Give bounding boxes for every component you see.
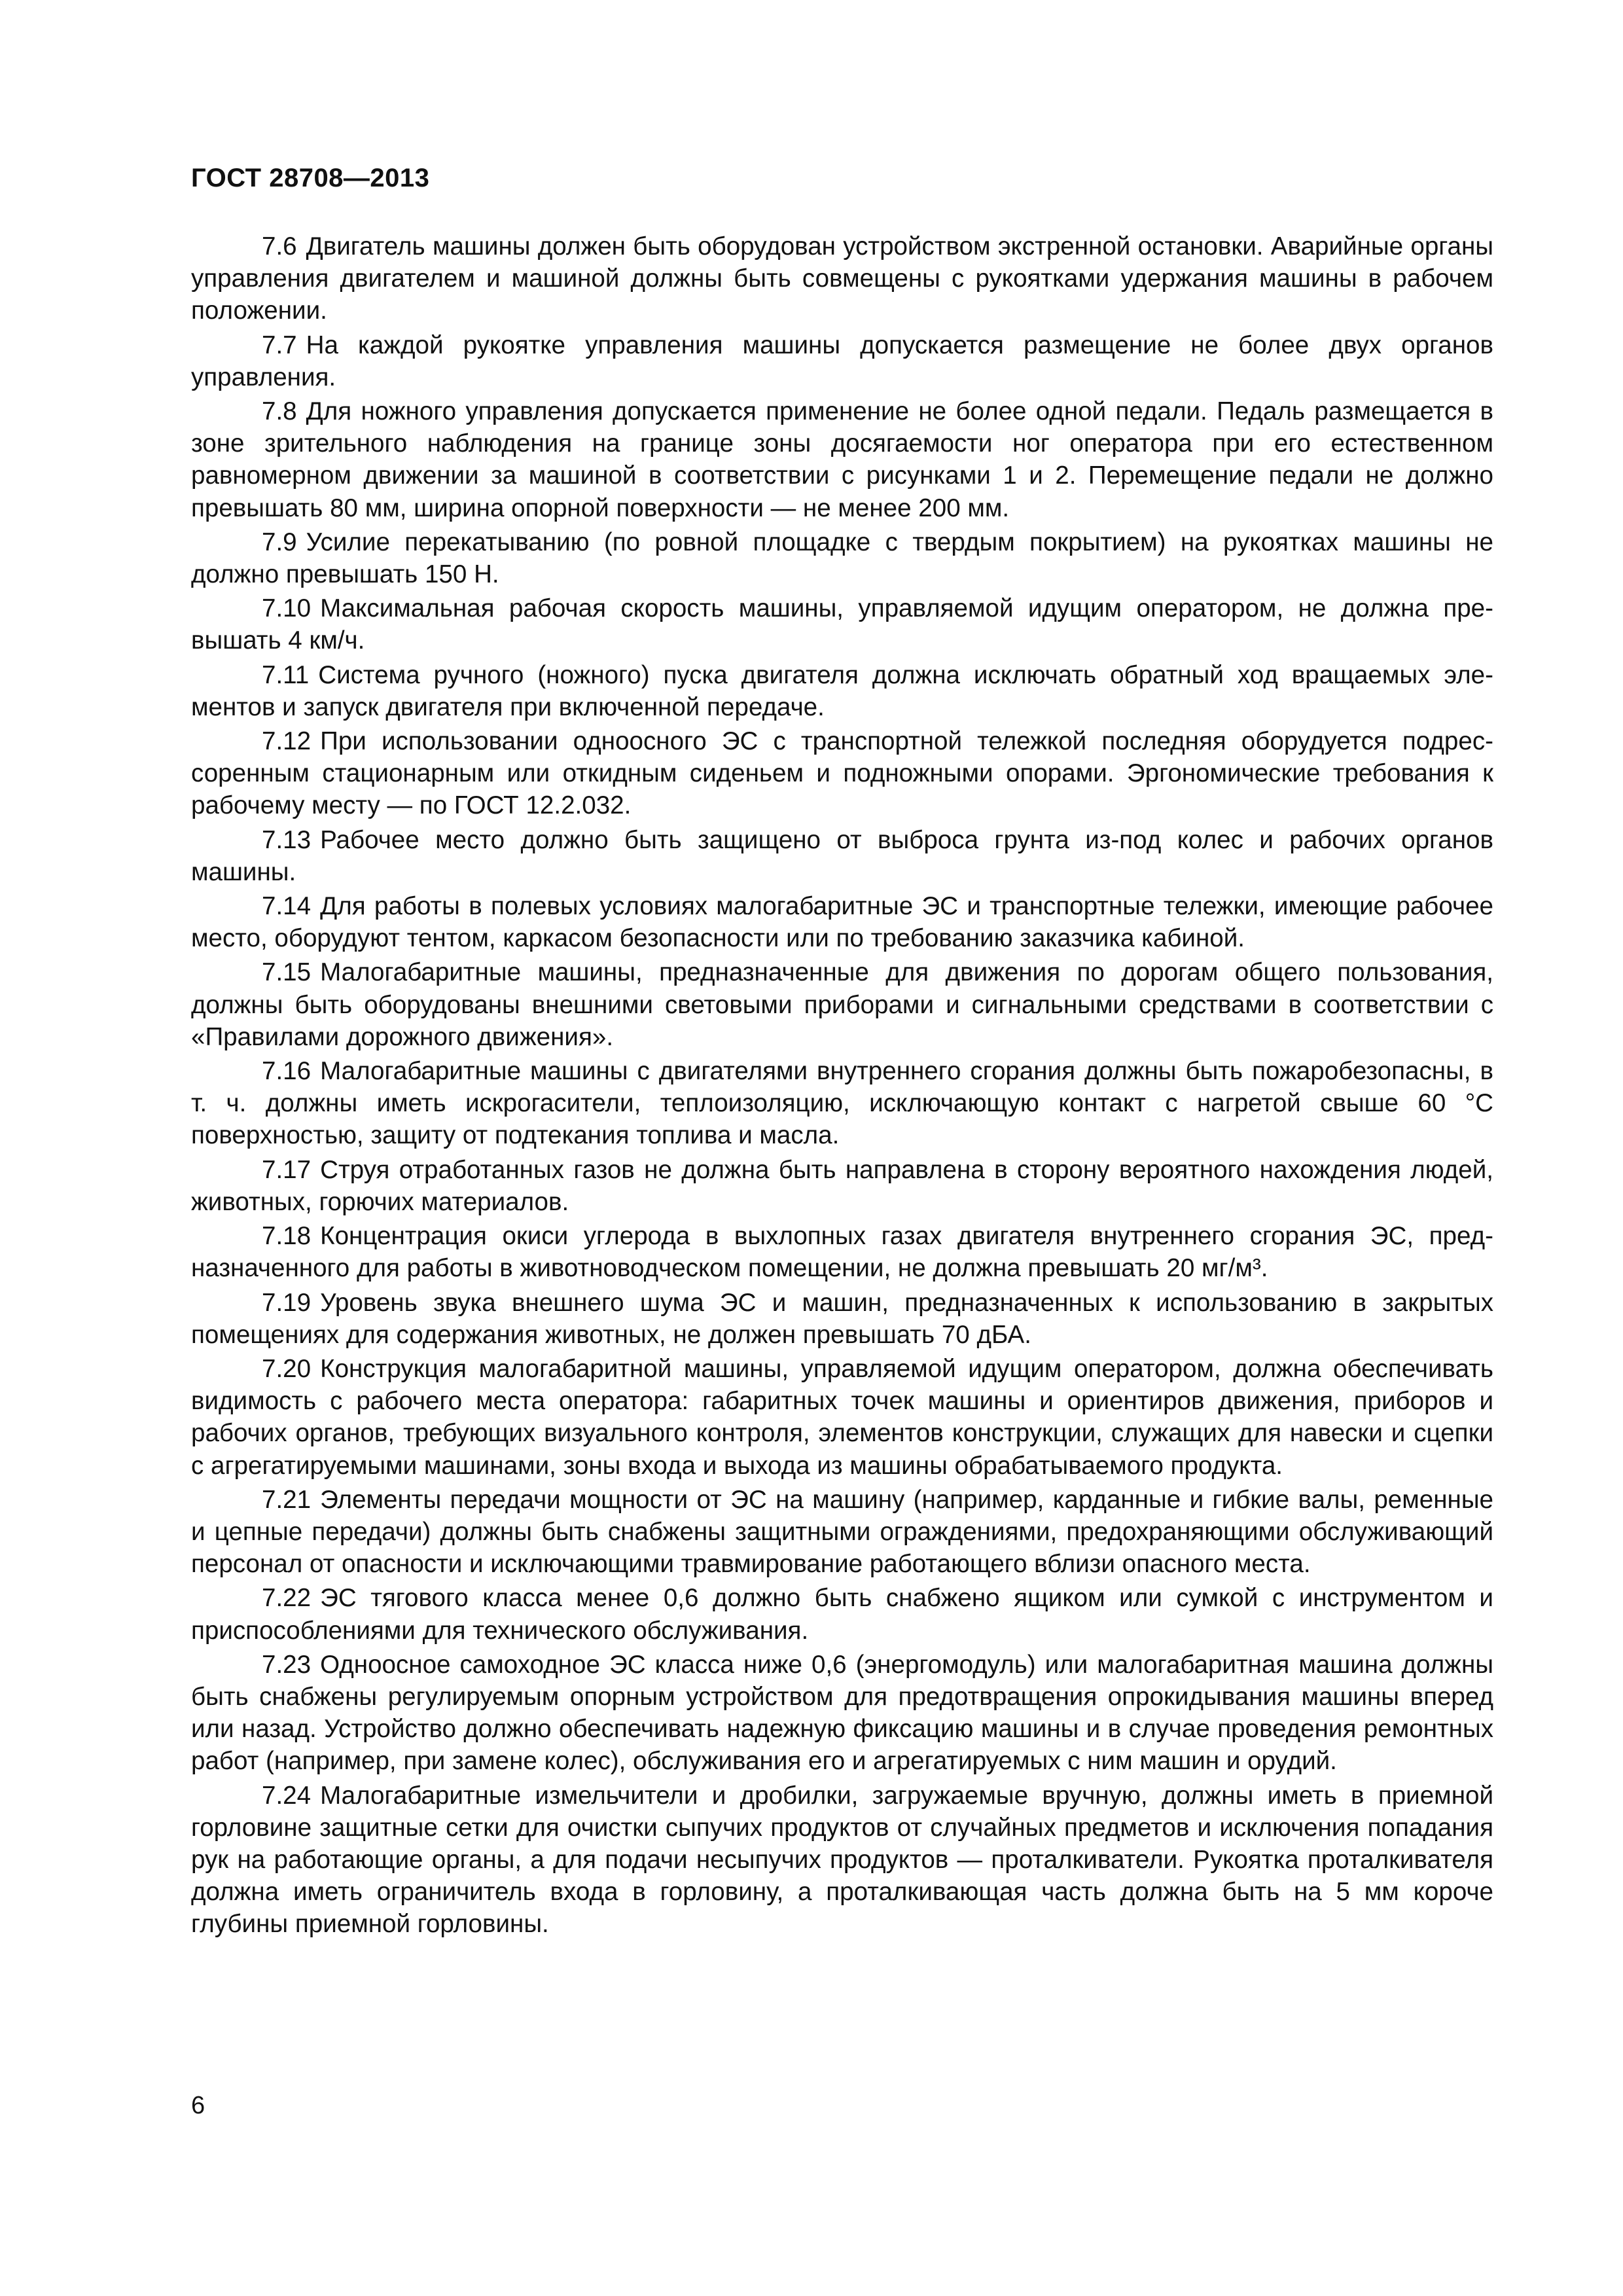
paragraph-number: 7.23 [262, 1650, 312, 1679]
paragraph-text: На каждой рукоятке управления машины допускается размещение не более двух органов управления. [191, 331, 1493, 391]
paragraph-text: Рабочее место должно быть защищено от выброса грунта из-под колес и рабочих органов машины. [191, 825, 1493, 886]
paragraph-text: Максимальная рабочая скорость машины, управляемой идущим оператором, не должна превышать 4 км/ч. [191, 594, 1493, 655]
paragraph-number: 7.16 [262, 1057, 312, 1086]
paragraph-number: 7.17 [262, 1155, 312, 1184]
paragraph-number: 7.12 [262, 727, 312, 756]
paragraph [191, 890, 1493, 954]
paragraph-text: Струя отработанных газов не должна быть направлена в сторону вероятного нахождения людей, животных, горючих материалов. [191, 1155, 1493, 1216]
paragraph-text: Малогабаритные машины с двигателями внутреннего сгорания должны быть пожаробезопасны, в т. ч. должны иметь искрогасители, теплоизоляцию, исключающую контакт с нагретой свыше 60 °С поверхностью, защиту от подтекания топлива и масла. [191, 1057, 1493, 1150]
paragraph-number: 7.11 [262, 660, 310, 689]
paragraph [191, 592, 1493, 656]
document-header: ГОСТ 28708—2013 [191, 164, 430, 192]
paragraph-text: Для ножного управления допускается применение не более одной педали. Педаль размещается в зоне зрительного наблюдения на границе зоны досягаемости ног оператора при его естественном равномерном движении за машиной в соответствии с рисунками 1 и 2. Перемещение педали не должно превышать 80 мм, ширина опорной поверхности — не менее 200 мм. [191, 397, 1493, 522]
paragraph [191, 1287, 1493, 1351]
paragraph-number: 7.14 [262, 892, 312, 921]
paragraph-number: 7.20 [262, 1354, 312, 1383]
paragraph-text: Конструкция малогабаритной машины, управляемой идущим оператором, должна обеспечивать видимость с рабочего места оператора: габаритных точек машины и ориентиров движения, приборов и рабочих органов, требующих визуального контроля, элементов конструкции, служащих для навески и сцепки с агрегатируемыми машинами, зоны входа и выхода из машины обрабатываемого продукта. [191, 1354, 1493, 1480]
paragraph [191, 956, 1493, 1053]
paragraph [191, 725, 1493, 822]
paragraph-text: Малогабаритные измельчители и дробилки, загружаемые вручную, должны иметь в приемной горловине защитные сетки для очистки сыпучих продуктов от случайных предметов и исключения попадания рук на работающие органы, а для подачи несыпучих продуктов — проталкиватели. Рукоятка проталкивателя должна иметь ограничитель входа в горловину, а проталкивающая часть должна быть на 5 мм короче глубины приемной горловины. [191, 1781, 1493, 1939]
paragraph-text: Малогабаритные машины, предназначенные для движения по дорогам общего пользования, должны быть оборудованы внешними световыми приборами и сигнальными средствами в соответствии с «Правилами дорожного движения». [191, 958, 1493, 1051]
paragraph-number: 7.21 [262, 1485, 312, 1514]
paragraph-number: 7.22 [262, 1584, 312, 1613]
paragraph-number: 7.15 [262, 958, 312, 987]
paragraph-text: ЭС тягового класса менее 0,6 должно быть снабжено ящиком или сумкой с инструментом и приспособлениями для технического обслуживания. [191, 1584, 1493, 1645]
paragraph-number: 7.9 [262, 528, 297, 556]
paragraph [191, 526, 1493, 590]
paragraph-text: При использовании одноосного ЭС с транспортной тележкой последняя оборудуется подрессоренным стационарным или откидным сиденьем и подножными опорами. Эргономические требования к рабочему месту — по ГОСТ 12.2.032. [191, 727, 1493, 820]
paragraph-text: Для работы в полевых условиях малогабаритные ЭС и транспортные тележки, имеющие рабочее место, оборудуют тентом, каркасом безопасности или по требованию заказчика кабиной. [191, 892, 1493, 953]
paragraph-text: Уровень звука внешнего шума ЭС и машин, предназначенных к использованию в закрытых помещениях для содержания животных, не должен превышать 70 дБА. [191, 1288, 1493, 1349]
paragraph-number: 7.24 [262, 1781, 312, 1810]
paragraph-number: 7.7 [262, 331, 297, 359]
paragraph [191, 824, 1493, 888]
paragraph-text: Двигатель машины должен быть оборудован устройством экстренной остановки. Аварийные органы управления двигателем и машиной должны быть совмещены с рукоятками удержания машины в рабочем положении. [191, 232, 1493, 325]
paragraph-text: Усилие перекатыванию (по ровной площадке с твердым покрытием) на рукоятках машины не должно превышать 150 Н. [191, 528, 1493, 589]
paragraph-text: Система ручного (ножного) пуска двигателя должна исключать обратный ход вращаемых элементов и запуск двигателя при включенной передаче. [191, 660, 1493, 721]
paragraph-number: 7.18 [262, 1222, 312, 1251]
paragraph-text: Одноосное самоходное ЭС класса ниже 0,6 (энергомодуль) или малогабаритная машина должны быть снабжены регулируемым опорным устройством для предотвращения опрокидывания машины вперед или назад. Устройство должно обеспечивать надежную фиксацию машины и в случае проведения ремонтных работ (например, при замене колес), обслуживания его и агрегатируемых с ним машин и орудий. [191, 1650, 1493, 1776]
paragraph [191, 1154, 1493, 1218]
paragraph [191, 395, 1493, 524]
paragraph [191, 1220, 1493, 1284]
paragraph [191, 1484, 1493, 1581]
paragraph [191, 659, 1493, 723]
paragraph-number: 7.19 [262, 1288, 312, 1317]
paragraph-text: Концентрация окиси углерода в выхлопных газах двигателя внутреннего сгорания ЭС, предназначенного для работы в животноводческом помещении, не должна превышать 20 мг/м³. [191, 1222, 1493, 1283]
paragraph-number: 7.13 [262, 825, 312, 854]
paragraph [191, 1649, 1493, 1778]
document-body [191, 230, 1493, 1943]
paragraph [191, 1353, 1493, 1482]
paragraph [191, 1055, 1493, 1152]
paragraph [191, 1582, 1493, 1646]
paragraph-number: 7.10 [262, 594, 312, 623]
paragraph [191, 329, 1493, 393]
paragraph [191, 1780, 1493, 1941]
paragraph-number: 7.6 [262, 232, 297, 260]
paragraph [191, 230, 1493, 327]
paragraph-text: Элементы передачи мощности от ЭС на машину (например, карданные и гибкие валы, ременные и цепные передачи) должны быть снабжены защитными ограждениями, предохраняющими обслуживающий персонал от опасности и исключающими травмирование работающего вблизи опасного места. [191, 1485, 1493, 1579]
paragraph-number: 7.8 [262, 397, 297, 426]
page-number: 6 [191, 2092, 205, 2119]
